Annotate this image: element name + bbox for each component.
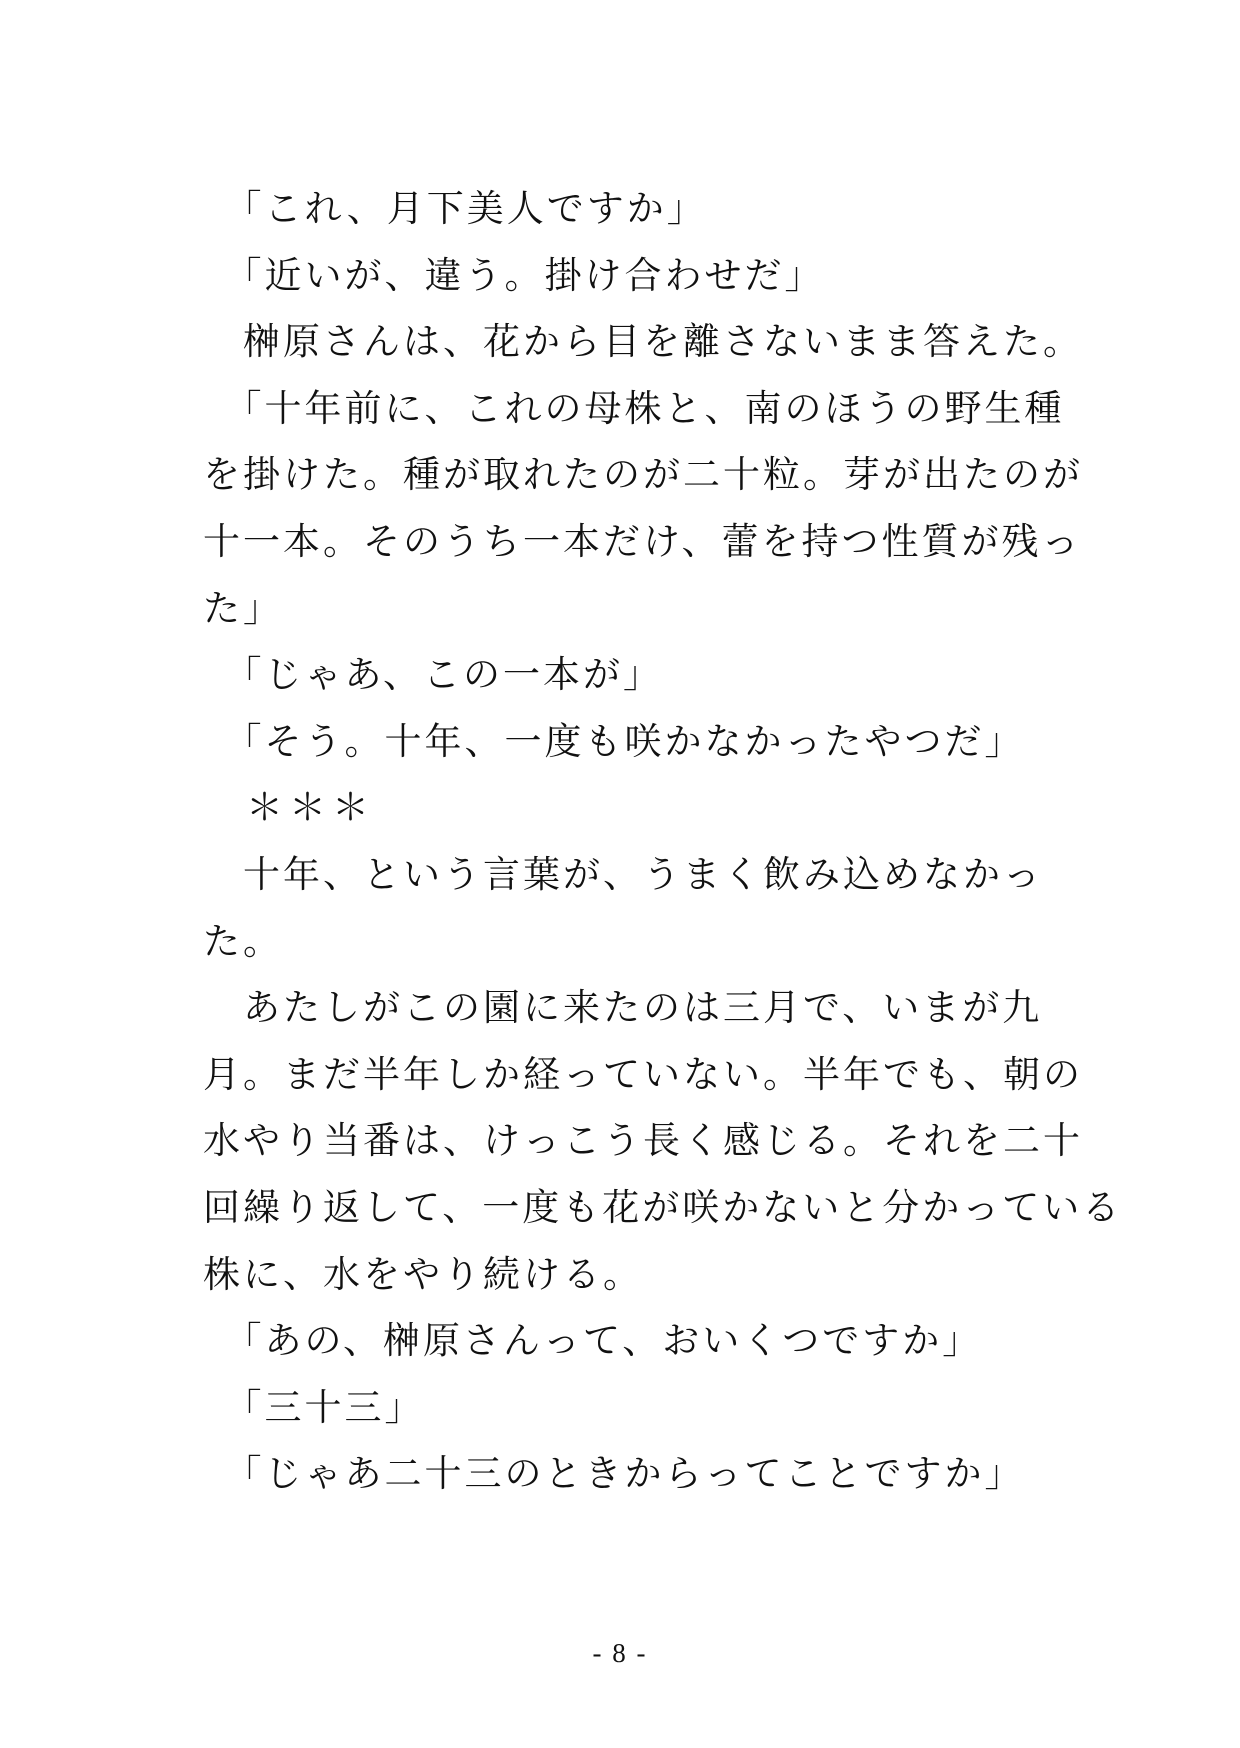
text-line: 十一本。そのうち一本だけ、蕾を持つ性質が残っ: [203, 519, 1082, 563]
body-text: [203, 176, 1123, 1508]
text-line: あたしがこの園に来たのは三月で、いまが九: [203, 986, 1043, 1030]
text-line: 回繰り返して、一度も花が咲かないと分かっている: [203, 1185, 1123, 1229]
text-line: 十年、という言葉が、うまく飲み込めなかっ: [203, 852, 1043, 896]
text-line: 株に、水をやり続ける。: [203, 1252, 643, 1296]
text-line: 「あの、榊原さんって、おいくつですか」: [203, 1319, 983, 1363]
text-line: 「三十三」: [203, 1385, 425, 1429]
text-line: 水やり当番は、けっこう長く感じる。それを二十: [203, 1119, 1083, 1163]
text-line: た。: [203, 919, 283, 963]
text-line: 「そう。十年、一度も咲かなかったやつだ」: [203, 719, 1025, 763]
text-line: 榊原さんは、花から目を離さないまま答えた。: [203, 320, 1083, 364]
text-line: 月。まだ半年しか経っていない。半年でも、朝の: [203, 1052, 1083, 1096]
scene-break: ＊＊＊: [203, 786, 375, 830]
text-line: 「じゃあ、この一本が」: [203, 653, 664, 697]
text-line: た」: [203, 586, 283, 630]
text-line: 「近いが、違う。掛け合わせだ」: [203, 253, 825, 297]
page-number: - 8 -: [592, 1638, 648, 1668]
text-line: 「十年前に、これの母株と、南のほうの野生種: [203, 386, 1065, 430]
text-line: を掛けた。種が取れたのが二十粒。芽が出たのが: [203, 453, 1083, 497]
text-line: 「これ、月下美人ですか」: [203, 187, 707, 230]
text-line: 「じゃあ二十三のときからってことですか」: [203, 1452, 1025, 1496]
